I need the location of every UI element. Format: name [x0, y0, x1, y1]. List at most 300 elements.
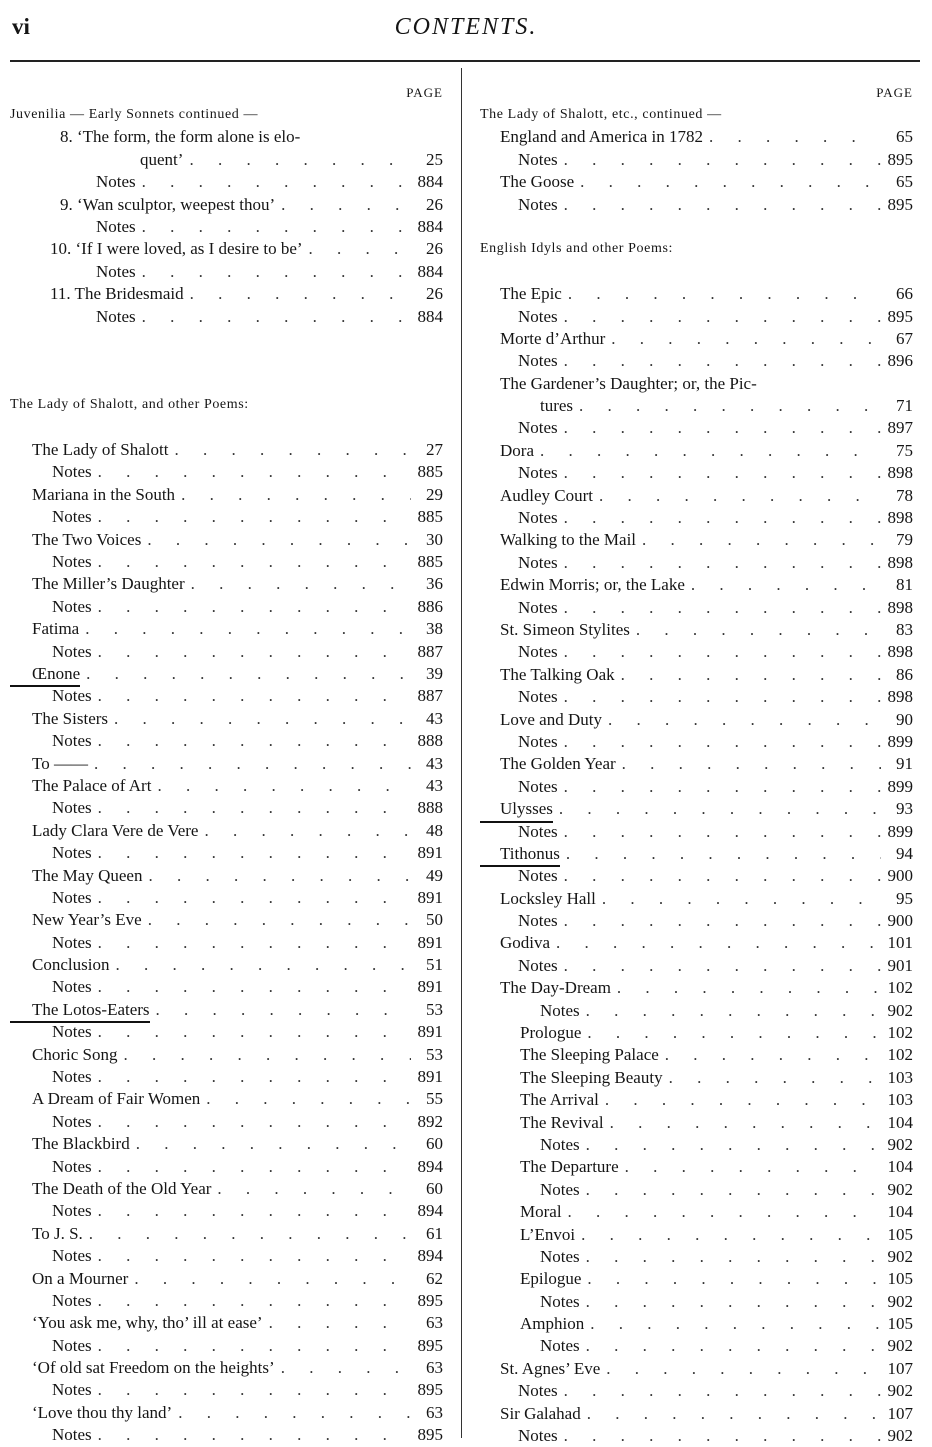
- leader-dots: [685, 574, 881, 596]
- entry-title: The Sisters: [32, 708, 109, 728]
- leader-dots: [558, 955, 881, 977]
- entry-title: Notes: [518, 866, 558, 886]
- leader-dots: [92, 1245, 411, 1267]
- page-number-ref: 53: [426, 999, 443, 1019]
- leader-dots: [581, 1022, 881, 1044]
- toc-entry: [10, 439, 443, 461]
- leader-dots: [92, 976, 411, 998]
- page-number-ref: 71: [896, 396, 913, 416]
- leader-dots: [92, 1021, 411, 1043]
- page-number-ref: 884: [417, 216, 443, 236]
- leader-dots: [630, 619, 881, 641]
- entry-title: Notes: [540, 1246, 580, 1266]
- entry-title: Notes: [518, 1381, 558, 1401]
- page-number-ref: 894: [417, 1201, 443, 1221]
- toc-notes-entry: [10, 1335, 443, 1357]
- toc-entry: [10, 1133, 443, 1155]
- toc-entry: [480, 1268, 913, 1290]
- leader-dots: [92, 461, 411, 483]
- toc-notes-entry: [480, 597, 913, 619]
- leader-dots: [616, 753, 881, 775]
- leader-dots: [562, 283, 881, 305]
- page-number-ref: 26: [426, 239, 443, 259]
- page-number-ref: 66: [896, 284, 913, 304]
- page-number-ref: 53: [426, 1044, 443, 1064]
- toc-entry: [480, 1089, 913, 1111]
- leader-dots: [558, 552, 881, 574]
- leader-dots: [80, 663, 411, 685]
- page-number-ref: 902: [887, 1246, 913, 1266]
- entry-title: St. Agnes’ Eve: [500, 1358, 601, 1378]
- toc-notes-entry: [480, 686, 913, 708]
- toc-entry: [480, 798, 913, 820]
- page-number-ref: 26: [426, 284, 443, 304]
- toc-notes-entry: [10, 887, 443, 909]
- page-number-ref: 884: [417, 306, 443, 326]
- toc-entry: [10, 484, 443, 506]
- leader-dots: [619, 1156, 881, 1178]
- toc-entry: [480, 126, 913, 148]
- entry-title: Notes: [52, 686, 92, 706]
- leader-dots: [558, 1380, 881, 1402]
- leader-dots: [263, 1312, 411, 1334]
- entry-title: The Two Voices: [32, 529, 142, 549]
- toc-entry: [10, 1088, 443, 1110]
- leader-dots: [663, 1067, 881, 1089]
- entry-title: Morte d’Arthur: [500, 328, 606, 348]
- spacer: [10, 372, 443, 394]
- leader-dots: [581, 1268, 881, 1290]
- leader-dots: [558, 597, 881, 619]
- leader-dots: [92, 685, 411, 707]
- page-number-ref: 61: [426, 1223, 443, 1243]
- entry-title: Notes: [518, 418, 558, 438]
- toc-notes-entry: [480, 821, 913, 843]
- leader-dots: [211, 1178, 411, 1200]
- toc-notes-entry: [10, 171, 443, 193]
- leader-dots: [142, 909, 411, 931]
- page-column-label: PAGE: [406, 85, 443, 100]
- entry-title: Notes: [52, 1156, 92, 1176]
- toc-entry: [10, 573, 443, 595]
- page-number-ref: 48: [426, 820, 443, 840]
- entry-title: The Palace of Art: [32, 775, 152, 795]
- leader-dots: [599, 1089, 881, 1111]
- section-heading: English Idyls and other Poems:: [480, 241, 673, 257]
- entry-title: Tithonus: [480, 843, 560, 867]
- page-number-ref: 79: [896, 530, 913, 550]
- page-header: [12, 8, 920, 44]
- leader-dots: [92, 730, 411, 752]
- toc-entry: [480, 283, 913, 305]
- leader-dots: [604, 1112, 881, 1134]
- toc-notes-entry: [10, 1021, 443, 1043]
- page-number-ref: 884: [417, 261, 443, 281]
- entry-title: Mariana in the South: [32, 484, 176, 504]
- entry-title: Notes: [540, 1134, 580, 1154]
- entry-title: 8. ‘The form, the form alone is elo-: [60, 127, 301, 147]
- entry-title: Notes: [52, 1111, 92, 1131]
- page-number-ref: 895: [417, 1335, 443, 1355]
- page-number-ref: 43: [426, 775, 443, 795]
- leader-dots: [92, 1379, 411, 1401]
- page-number-ref: 63: [426, 1358, 443, 1378]
- toc-entry: [10, 708, 443, 730]
- entry-title: The Miller’s Daughter: [32, 574, 185, 594]
- toc-entry: [480, 753, 913, 775]
- entry-title: Audley Court: [500, 485, 594, 505]
- entry-title: Fatima: [32, 619, 80, 639]
- leader-dots: [558, 910, 881, 932]
- entry-title: The Departure: [520, 1157, 619, 1177]
- page-column-label: PAGE: [876, 85, 913, 100]
- entry-title: The Epic: [500, 284, 562, 304]
- entry-title: Edwin Morris; or, the Lake: [500, 575, 685, 595]
- entry-title: The Sleeping Palace: [520, 1045, 659, 1065]
- header-rule: [10, 60, 920, 62]
- entry-title: Notes: [52, 843, 92, 863]
- page-number-ref: 895: [887, 194, 913, 214]
- leader-dots: [92, 506, 411, 528]
- page-number-ref: 887: [417, 641, 443, 661]
- leader-dots: [558, 417, 881, 439]
- spacer: [10, 417, 443, 439]
- leader-dots: [615, 664, 881, 686]
- toc-entry: [480, 709, 913, 731]
- page-number-ref: 43: [426, 753, 443, 773]
- entry-title: Notes: [518, 552, 558, 572]
- leader-dots: [136, 171, 411, 193]
- toc-notes-entry: [10, 506, 443, 528]
- entry-title: Notes: [52, 977, 92, 997]
- toc-notes-entry: [480, 1335, 913, 1357]
- entry-title: Notes: [96, 306, 136, 326]
- leader-dots: [92, 1111, 411, 1133]
- page-number-ref: 39: [426, 663, 443, 683]
- page-number-ref: 91: [896, 754, 913, 774]
- leader-dots: [534, 440, 881, 462]
- page-number-ref: 891: [417, 977, 443, 997]
- leader-dots: [92, 1066, 411, 1088]
- leader-dots: [92, 797, 411, 819]
- page-number-ref: 49: [426, 865, 443, 885]
- column-divider: [461, 68, 462, 1438]
- toc-entry: [10, 1268, 443, 1290]
- page-number-ref: 27: [426, 440, 443, 460]
- toc-entry: [10, 820, 443, 842]
- page-number-ref: 898: [887, 597, 913, 617]
- leader-dots: [558, 350, 881, 372]
- entry-title: Notes: [518, 642, 558, 662]
- entry-title: The Lotos-Eaters: [10, 999, 150, 1023]
- toc-notes-entry: [10, 306, 443, 328]
- section-heading: The Lady of Shalott, and other Poems:: [10, 397, 249, 413]
- leader-dots: [602, 709, 881, 731]
- page-number-ref: 63: [426, 1402, 443, 1422]
- entry-title: Notes: [540, 1291, 580, 1311]
- leader-dots: [558, 865, 881, 887]
- toc-notes-entry: [10, 932, 443, 954]
- toc-entry: [480, 888, 913, 910]
- entry-title: St. Simeon Stylites: [500, 619, 630, 639]
- entry-title: Notes: [518, 463, 558, 483]
- entry-title: Notes: [52, 596, 92, 616]
- leader-dots: [142, 865, 411, 887]
- page-number-ref: 102: [887, 978, 913, 998]
- toc-notes-entry: [480, 350, 913, 372]
- entry-title: The Lady of Shalott: [32, 440, 169, 460]
- toc-entry: [480, 977, 913, 999]
- toc-entry: [480, 1403, 913, 1425]
- leader-dots: [88, 753, 411, 775]
- leader-dots: [611, 977, 881, 999]
- page-number-ref: 885: [417, 507, 443, 527]
- leader-dots: [109, 954, 411, 976]
- page-title: CONTENTS.: [394, 14, 538, 40]
- leader-dots: [558, 641, 881, 663]
- page-number-ref: 95: [896, 888, 913, 908]
- leader-dots: [553, 798, 881, 820]
- entry-title: Notes: [52, 1022, 92, 1042]
- entry-title: Notes: [52, 462, 92, 482]
- toc-notes-entry: [10, 216, 443, 238]
- entry-title: On a Mourner: [32, 1268, 129, 1288]
- entry-title: The Talking Oak: [500, 664, 615, 684]
- entry-title: Notes: [518, 351, 558, 371]
- toc-entry: [10, 1312, 443, 1334]
- toc-notes-entry: [10, 730, 443, 752]
- toc-entry: [480, 485, 913, 507]
- page-number: vi: [12, 14, 30, 39]
- entry-title: Notes: [518, 306, 558, 326]
- entry-title: ‘Love thou thy land’: [32, 1402, 173, 1422]
- leader-dots: [175, 484, 411, 506]
- toc-notes-entry: [10, 1245, 443, 1267]
- toc-entry: [10, 1402, 443, 1424]
- leader-dots: [550, 932, 881, 954]
- toc-notes-entry: [480, 1134, 913, 1156]
- entry-title: Dora: [500, 440, 534, 460]
- entry-title: Notes: [518, 687, 558, 707]
- page-number-ref: 898: [887, 687, 913, 707]
- entry-title: Notes: [96, 172, 136, 192]
- toc-entry: [480, 440, 913, 462]
- toc-entry: [10, 663, 443, 685]
- toc-notes-entry: [480, 1246, 913, 1268]
- leader-dots: [92, 1200, 411, 1222]
- leader-dots: [636, 529, 881, 551]
- leader-dots: [92, 596, 411, 618]
- continued-list: [480, 126, 913, 216]
- toc-notes-entry: [10, 641, 443, 663]
- entry-title: 9. ‘Wan sculptor, weepest thou’: [60, 194, 276, 214]
- entry-title: Notes: [518, 821, 558, 841]
- spacer: [480, 216, 913, 238]
- page-number-ref: 901: [887, 955, 913, 975]
- lady-of-shalott-list: [10, 439, 443, 1447]
- entry-title: Notes: [52, 887, 92, 907]
- leader-dots: [580, 1246, 881, 1268]
- toc-entry: [480, 1358, 913, 1380]
- page-number-ref: 902: [887, 1426, 913, 1446]
- entry-title: ‘Of old sat Freedom on the heights’: [32, 1358, 275, 1378]
- page-number-ref: 884: [417, 172, 443, 192]
- leader-dots: [141, 529, 411, 551]
- toc-entry: [480, 1044, 913, 1066]
- entry-title: Notes: [52, 1067, 92, 1087]
- page-number-ref: 104: [887, 1112, 913, 1132]
- entry-title: The Arrival: [520, 1090, 599, 1110]
- page-number-ref: 899: [887, 776, 913, 796]
- page-number-ref: 902: [887, 1336, 913, 1356]
- page-number-ref: 101: [887, 933, 913, 953]
- toc-entry: [10, 865, 443, 887]
- entry-title: Notes: [52, 798, 92, 818]
- toc-notes-entry: [480, 910, 913, 932]
- toc-entry: [480, 1067, 913, 1089]
- page-number-ref: 103: [887, 1090, 913, 1110]
- entry-title: Notes: [96, 216, 136, 236]
- leader-dots: [605, 328, 881, 350]
- entry-title: Locksley Hall: [500, 888, 596, 908]
- toc-entry: [10, 775, 443, 797]
- leader-dots: [92, 887, 411, 909]
- page-number-ref: 78: [896, 485, 913, 505]
- entry-title: The Day-Dream: [500, 978, 611, 998]
- toc-notes-entry: [10, 1379, 443, 1401]
- right-column: [480, 82, 913, 1447]
- entry-title: ‘You ask me, why, tho’ ill at ease’: [32, 1313, 263, 1333]
- leader-dots: [183, 149, 411, 171]
- continued-heading: The Lady of Shalott, etc., continued —: [480, 107, 722, 122]
- left-column: [10, 82, 443, 1447]
- page-number-ref: 55: [426, 1089, 443, 1109]
- entry-title: Notes: [52, 731, 92, 751]
- leader-dots: [573, 395, 881, 417]
- page-number-ref: 898: [887, 463, 913, 483]
- entry-title: Notes: [540, 1336, 580, 1356]
- leader-dots: [275, 194, 411, 216]
- toc-notes-entry: [10, 797, 443, 819]
- toc-notes-entry: [10, 685, 443, 707]
- leader-dots: [92, 1424, 411, 1446]
- entry-title: Prologue: [520, 1023, 582, 1043]
- page-number-ref: 51: [426, 955, 443, 975]
- leader-dots: [198, 820, 411, 842]
- leader-dots: [558, 149, 881, 171]
- leader-dots: [136, 216, 411, 238]
- entry-title: Notes: [52, 507, 92, 527]
- entry-title: Ulysses: [480, 798, 553, 822]
- leader-dots: [558, 731, 881, 753]
- leader-dots: [172, 1402, 411, 1424]
- leader-dots: [600, 1358, 881, 1380]
- leader-dots: [79, 618, 411, 640]
- entry-title: Walking to the Mail: [500, 530, 637, 550]
- entry-title: England and America in 1782: [500, 127, 704, 147]
- toc-entry: [10, 1357, 443, 1379]
- toc-notes-entry: [480, 507, 913, 529]
- toc-notes-entry: [480, 776, 913, 798]
- entry-title: Notes: [52, 1425, 92, 1445]
- page-number-ref: 93: [896, 799, 913, 819]
- leader-dots: [580, 1335, 881, 1357]
- entry-title: Notes: [518, 955, 558, 975]
- toc-entry: [10, 1178, 443, 1200]
- toc-entry: [10, 283, 443, 305]
- page-number-ref: 67: [896, 328, 913, 348]
- page-number-ref: 63: [426, 1313, 443, 1333]
- toc-entry: [480, 664, 913, 686]
- entry-title: Notes: [52, 1380, 92, 1400]
- toc-notes-entry: [10, 1290, 443, 1312]
- toc-entry: [10, 126, 443, 148]
- toc-entry: [10, 1223, 443, 1245]
- toc-notes-entry: [10, 1200, 443, 1222]
- leader-dots: [150, 999, 411, 1021]
- leader-dots: [92, 842, 411, 864]
- leader-dots: [151, 775, 411, 797]
- entry-title: The Golden Year: [500, 754, 616, 774]
- page-number-ref: 895: [417, 1290, 443, 1310]
- entry-title: Notes: [52, 1335, 92, 1355]
- leader-dots: [558, 462, 881, 484]
- toc-entry: [480, 1313, 913, 1335]
- page-number-ref: 50: [426, 910, 443, 930]
- toc-notes-entry: [480, 1179, 913, 1201]
- page-number-ref: 105: [887, 1224, 913, 1244]
- toc-entry: [10, 238, 443, 260]
- page-number-ref: 902: [887, 1000, 913, 1020]
- page-number-ref: 107: [887, 1358, 913, 1378]
- page-number-ref: 887: [417, 686, 443, 706]
- page-number-ref: 43: [426, 708, 443, 728]
- leader-dots: [136, 261, 411, 283]
- toc-entry: [480, 328, 913, 350]
- toc-notes-entry: [10, 551, 443, 573]
- page-number-ref: 102: [887, 1023, 913, 1043]
- page-number-ref: 902: [887, 1381, 913, 1401]
- leader-dots: [136, 306, 411, 328]
- entry-title: Moral: [520, 1202, 562, 1222]
- entry-title: The Blackbird: [32, 1134, 130, 1154]
- spacer: [10, 328, 443, 372]
- page-number-ref: 107: [887, 1403, 913, 1423]
- entry-title: The Goose: [500, 172, 575, 192]
- leader-dots: [558, 821, 881, 843]
- page-number-ref: 900: [887, 911, 913, 931]
- entry-title: Notes: [518, 194, 558, 214]
- toc-notes-entry: [480, 462, 913, 484]
- entry-title: The Sleeping Beauty: [520, 1067, 663, 1087]
- toc-notes-entry: [10, 976, 443, 998]
- toc-notes-entry: [480, 417, 913, 439]
- page-number-ref: 885: [417, 552, 443, 572]
- leader-dots: [659, 1044, 881, 1066]
- entry-title: quent’: [140, 149, 184, 169]
- entry-title: Love and Duty: [500, 709, 602, 729]
- page-number-ref: 65: [896, 127, 913, 147]
- leader-dots: [92, 932, 411, 954]
- page-number-ref: 102: [887, 1045, 913, 1065]
- toc-entry: [10, 909, 443, 931]
- page-number-ref: 104: [887, 1157, 913, 1177]
- toc-notes-entry: [10, 1066, 443, 1088]
- toc-entry: [480, 529, 913, 551]
- toc-entry: [480, 1201, 913, 1223]
- toc-notes-entry: [480, 1000, 913, 1022]
- page-number-ref: 891: [417, 932, 443, 952]
